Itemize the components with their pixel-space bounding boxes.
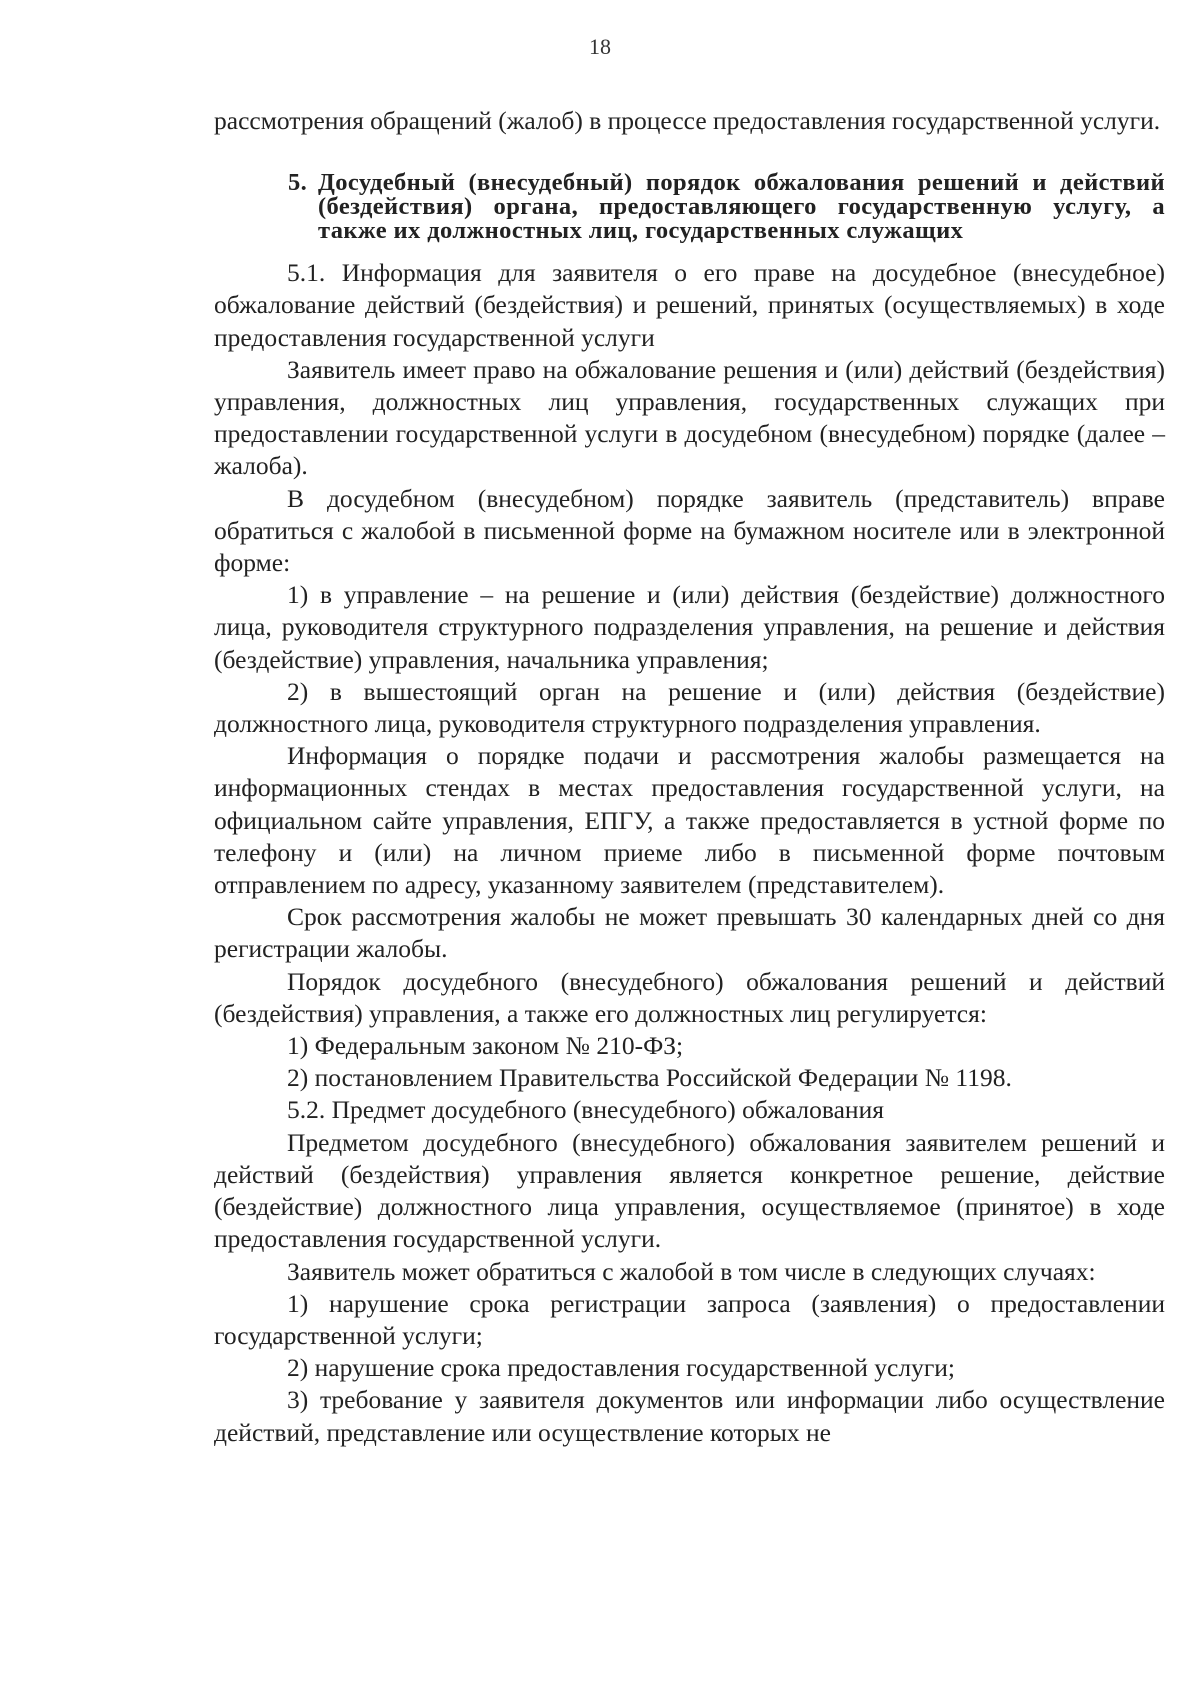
paragraph: Заявитель может обратиться с жалобой в том числе в следующих случаях: — [287, 1256, 1096, 1286]
paragraph: Порядок досудебного (внесудебного) обжалования решений и действий (бездействия) управления, а также его должностных лиц регулируется: — [214, 966, 1165, 1028]
intro-paragraph: рассмотрения обращений (жалоб) в процессе предоставления государственной услуги. — [214, 106, 1161, 135]
list-item: 2) нарушение срока предоставления государственной услуги; — [287, 1353, 956, 1383]
list-item: 1) нарушение срока регистрации запроса (заявления) о предоставлении государственной услуги; — [214, 1288, 1165, 1350]
section-heading — [214, 171, 1165, 243]
list-item: 1) в управление – на решение и (или) действия (бездействие) должностного лица, руководителя структурного подразделения управления, на решение и действия (бездействие) управления, начальника управления; — [214, 580, 1165, 674]
paragraph: Информация о порядке подачи и рассмотрения жалобы размещается на информационных стендах в местах предоставления государственной услуги, на официальном сайте управления, ЕПГУ, а также предоставляется в устной форме по телефону и (или) на личном приеме либо в письменной форме почтовым отправлением по адресу, указанному заявителем (представителем). — [214, 741, 1165, 900]
list-item: 1) Федеральным законом № 210-ФЗ; — [287, 1031, 684, 1061]
paragraph: Заявитель имеет право на обжалование решения и (или) действий (бездействия) управления, должностных лиц управления, государственных служащих при предоставлении государственной услуги в досудебном (внесудебном) порядке (далее – жалоба). — [214, 354, 1165, 481]
paragraph: Срок рассмотрения жалобы не может превышать 30 календарных дней со дня регистрации жалобы. — [214, 902, 1165, 964]
list-item: 2) постановлением Правительства Российской Федерации № 1198. — [287, 1063, 1012, 1093]
section-number: 5. — [288, 169, 308, 197]
section-title: Досудебный (внесудебный) порядок обжалования решений и действий (бездействия) органа, предоставляющего государственную услугу, а также их должностных лиц, государственных служащих — [318, 169, 1165, 245]
paragraph: 5.1. Информация для заявителя о его праве на досудебное (внесудебное) обжалование действий (бездействия) и решений, принятых (осуществляемых) в ходе предоставления государственной услуги — [214, 258, 1165, 352]
paragraph: Предметом досудебного (внесудебного) обжалования заявителем решений и действий (бездействия) управления является конкретное решение, действие (бездействие) должностного лица управления, осуществляемое (принятое) в ходе предоставления государственной услуги. — [214, 1127, 1165, 1254]
subsection-title: 5.2. Предмет досудебного (внесудебного) обжалования — [287, 1095, 884, 1125]
page-number: 18 — [589, 34, 611, 59]
list-item: 3) требование у заявителя документов или информации либо осуществление действий, представление или осуществление которых не — [214, 1385, 1165, 1447]
document-body — [214, 105, 1165, 1449]
paragraph: В досудебном (внесудебном) порядке заявитель (представитель) вправе обратиться с жалобой в письменной форме на бумажном носителе или в электронной форме: — [214, 483, 1165, 578]
list-item: 2) в вышестоящий орган на решение и (или) действия (бездействие) должностного лица, руководителя структурного подразделения управления. — [214, 676, 1165, 739]
